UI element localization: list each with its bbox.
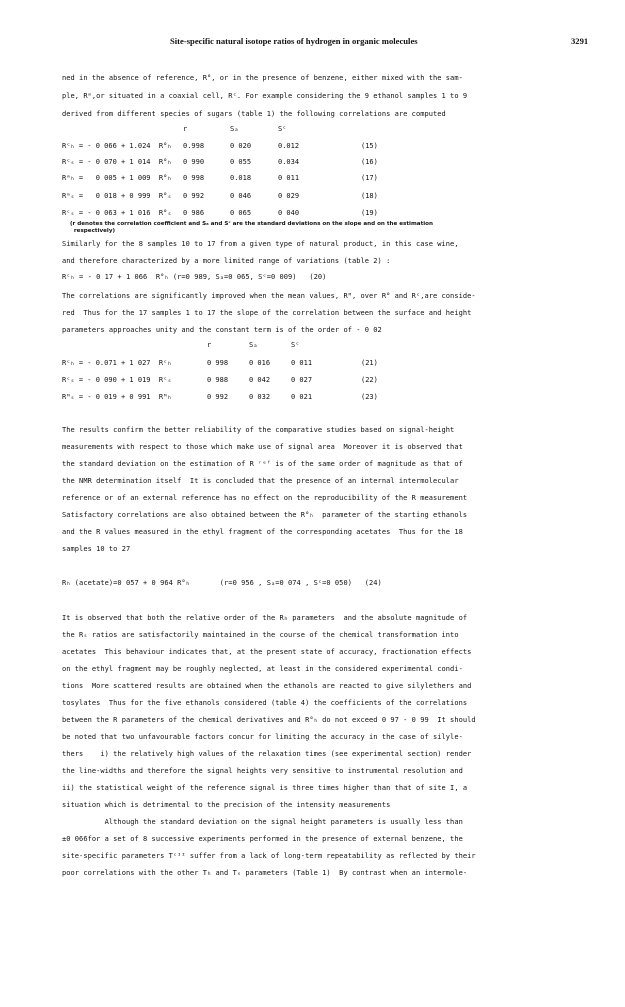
- eq18-number: (18): [361, 192, 378, 200]
- text-line: ple, Rᵐ,or situated in a coaxial cell, Rᶜ. For example considering the 9 ethanol samples 1 to 9: [62, 92, 468, 100]
- eq16-r: 0 990: [183, 158, 205, 166]
- eq21-number: (21): [361, 359, 378, 367]
- table-footnote: respectively): [70, 228, 116, 234]
- table-footnote: (r denotes the correlation coefficient and Sₐ and Sᶜ are the standard deviations on the slope and on the estimation: [70, 221, 433, 227]
- text-line: measurements with respect to those which make use of signal area Moreover it is observed that: [62, 443, 463, 451]
- eq18-sa: 0 046: [230, 192, 252, 200]
- text-line: The correlations are significantly improved when the mean values, Rᴹ, over R° and Rᶜ,are conside-: [62, 292, 476, 300]
- text-line: and the R values measured in the ethyl fragment of the corresponding acetates Thus for the 18: [62, 528, 463, 536]
- eq17-r: 0 998: [183, 174, 205, 182]
- equation-15: Rᶜₕ = - 0 066 + 1.024 R°ₕ: [62, 142, 172, 150]
- eq16-number: (16): [361, 158, 378, 166]
- eq19-number: (19): [361, 209, 378, 217]
- eq15-number: (15): [361, 142, 378, 150]
- text-line: the Rₛ ratios are satisfactorily maintained in the course of the chemical transformation into: [62, 631, 459, 639]
- eq15-sc: 0.012: [278, 142, 300, 150]
- eq22-r: 0 988: [207, 376, 229, 384]
- column-header-r: r: [183, 125, 188, 133]
- text-line: site-specific parameters Tᶜᴵᴵ suffer from a lack of long-term repeatability as reflected by their: [62, 852, 476, 860]
- text-line: tosylates Thus for the five ethanols considered (table 4) the coefficients of the correlations: [62, 699, 468, 707]
- equation-19: Rᶜₛ = - 0 063 + 1 016 R°ₛ: [62, 209, 172, 217]
- eq18-r: 0 992: [183, 192, 205, 200]
- eq15-r: 0.998: [183, 142, 205, 150]
- text-line: the line-widths and therefore the signal heights very sensitive to instrumental resolution and: [62, 767, 463, 775]
- eq19-sa: 0 065: [230, 209, 252, 217]
- equation-24: Rₕ (acetate)=0 057 + 0 964 R°ₕ (r=0 956 , Sₐ=0 074 , Sᶜ=0 050) (24): [62, 579, 382, 587]
- text-line: poor correlations with the other Tₕ and Tₛ parameters (Table 1) By contrast when an intermole-: [62, 869, 468, 877]
- text-line: the NMR determination itself It is concluded that the presence of an internal intermolecular: [62, 477, 459, 485]
- text-line: parameters approaches unity and the constant term is of the order of - 0 02: [62, 326, 382, 334]
- column-header-sc: Sᶜ: [278, 125, 287, 133]
- eq17-sa: 0.018: [230, 174, 252, 182]
- eq19-r: 0 986: [183, 209, 205, 217]
- column-header-sa: Sₐ: [249, 341, 258, 349]
- text-line: between the R parameters of the chemical derivatives and R°ₕ do not exceed 0 97 - 0 99 It should: [62, 716, 476, 724]
- text-line: and therefore characterized by a more limited range of variations (table 2) :: [62, 257, 391, 265]
- text-line: reference or of an external reference has no effect on the reproducibility of the R measurement: [62, 494, 468, 502]
- equation-21: Rᶜₕ = - 0.071 + 1 027 Rᶜₕ: [62, 359, 172, 367]
- eq17-sc: 0 011: [278, 174, 300, 182]
- eq17-number: (17): [361, 174, 378, 182]
- eq22-sa: 0 042: [249, 376, 271, 384]
- running-header-title: Site-specific natural isotope ratios of hydrogen in organic molecules: [170, 36, 418, 46]
- eq21-sa: 0 016: [249, 359, 271, 367]
- eq16-sa: 0 055: [230, 158, 252, 166]
- text-line: ii) the statistical weight of the reference signal is three times higher than that of site I, a: [62, 784, 468, 792]
- text-line: acetates This behaviour indicates that, at the present state of accuracy, fractionation effects: [62, 648, 472, 656]
- text-line: ±0 066for a set of 8 successive experiments performed in the presence of external benzene, the: [62, 835, 463, 843]
- eq22-sc: 0 027: [291, 376, 313, 384]
- text-line: Similarly for the 8 samples 10 to 17 from a given type of natural product, in this case wine,: [62, 240, 459, 248]
- text-line: on the ethyl fragment may be roughly neglected, at least in the considered experimental condi-: [62, 665, 463, 673]
- text-line: tions More scattered results are obtained when the ethanols are reacted to give silylethers and: [62, 682, 472, 690]
- text-line: It is observed that both the relative order of the Rₕ parameters and the absolute magnitude of: [62, 614, 468, 622]
- text-line: derived from different species of sugars (table 1) the following correlations are computed: [62, 110, 446, 118]
- equation-18: Rᵐₛ = 0 018 + 0 999 R°ₛ: [62, 192, 172, 200]
- text-line: be noted that two unfavourable factors concur for limiting the accuracy in the case of silyle-: [62, 733, 463, 741]
- eq23-number: (23): [361, 393, 378, 401]
- eq22-number: (22): [361, 376, 378, 384]
- column-header-sa: Sₐ: [230, 125, 239, 133]
- equation-17: Rᵐₕ = 0 005 + 1 009 R°ₕ: [62, 174, 172, 182]
- text-line: red Thus for the 17 samples 1 to 17 the slope of the correlation between the surface and height: [62, 309, 472, 317]
- eq23-sa: 0 032: [249, 393, 271, 401]
- eq23-r: 0 992: [207, 393, 229, 401]
- text-line: situation which is detrimental to the precision of the intensity measurements: [62, 801, 391, 809]
- text-line: the standard deviation on the estimation of R ʳᵉᶠ is of the same order of magnitude as that of: [62, 460, 463, 468]
- text-line: samples 10 to 27: [62, 545, 131, 553]
- text-line: Satisfactory correlations are also obtained between the R°ₕ parameter of the starting ethanols: [62, 511, 468, 519]
- eq15-sa: 0 020: [230, 142, 252, 150]
- text-line: The results confirm the better reliability of the comparative studies based on signal-height: [62, 426, 455, 434]
- column-header-r: r: [207, 341, 212, 349]
- equation-20: Rᶜₕ = - 0 17 + 1 066 R°ₕ (r=0 989, Sₐ=0 065, Sᶜ=0 009) (20): [62, 273, 327, 281]
- eq19-sc: 0 040: [278, 209, 300, 217]
- text-line: thers i) the relatively high values of the relaxation times (see experimental section) render: [62, 750, 472, 758]
- equation-22: Rᶜₛ = - 0 090 + 1 019 Rᶜₛ: [62, 376, 172, 384]
- equation-16: Rᶜₛ = - 0 070 + 1 014 R°ₕ: [62, 158, 172, 166]
- page-number: 3291: [571, 36, 589, 46]
- equation-23: Rᴹₛ = - 0 019 + 0 991 Rᴹₕ: [62, 393, 172, 401]
- eq23-sc: 0 021: [291, 393, 313, 401]
- eq21-sc: 0 011: [291, 359, 313, 367]
- eq16-sc: 0.034: [278, 158, 300, 166]
- text-line: Although the standard deviation on the signal height parameters is usually less than: [62, 818, 463, 826]
- text-line: ned in the absence of reference, R°, or in the presence of benzene, either mixed with the sam-: [62, 74, 463, 82]
- column-header-sc: Sᶜ: [291, 341, 300, 349]
- eq18-sc: 0 029: [278, 192, 300, 200]
- eq21-r: 0 998: [207, 359, 229, 367]
